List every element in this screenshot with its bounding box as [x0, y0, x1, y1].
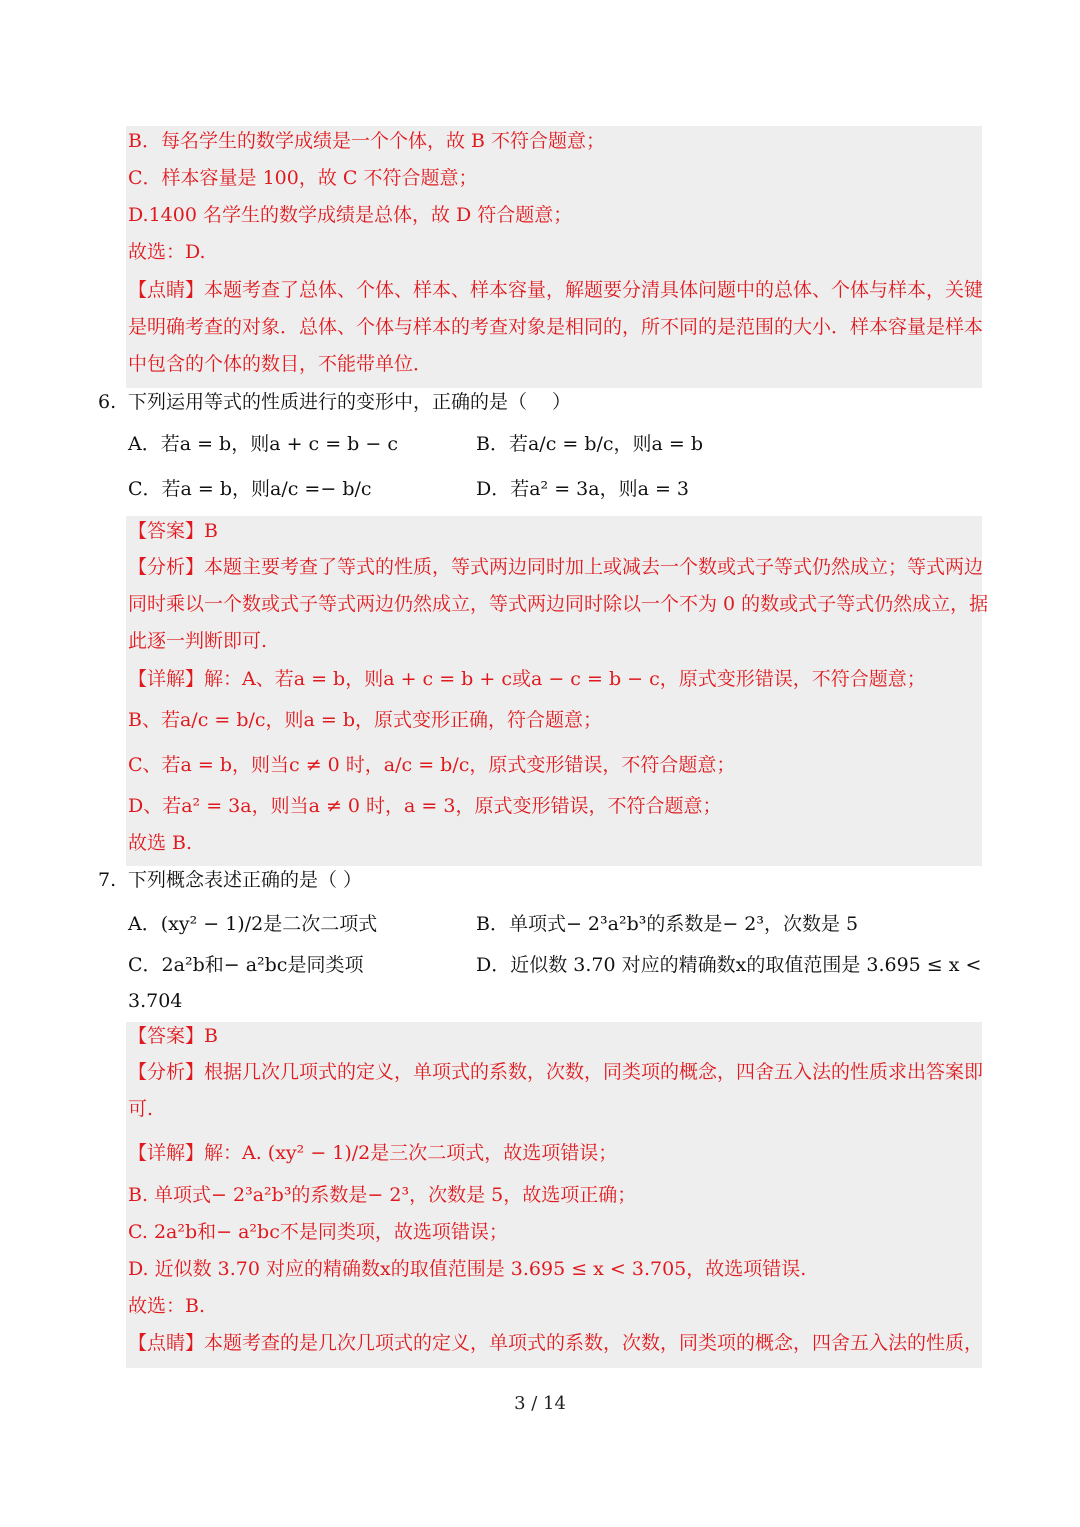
analysis-line: 【分析】本题主要考查了等式的性质，等式两边同时加上或减去一个数或式子等式仍然成立；等式两边	[128, 556, 984, 578]
option-b: B．单项式− 2³a²b³的系数是− 2³，次数是 5	[476, 913, 859, 935]
analysis-line: 此逐一判断即可.	[128, 630, 268, 652]
detail-line: C、若a = b，则当c ≠ 0 时，a/c = b/c，原式变形错误，不符合题意；	[128, 754, 736, 776]
question-stem: 下列概念表述正确的是（ ）	[128, 869, 363, 891]
detail-line: 故选 B.	[128, 832, 193, 854]
detail-line: D、若a² = 3a，则当a ≠ 0 时，a = 3，原式变形错误，不符合题意；	[128, 795, 722, 817]
detail-line: B、若a/c = b/c，则a = b，原式变形正确，符合题意；	[128, 709, 603, 731]
analysis-line: 可.	[128, 1098, 154, 1120]
option-c: C．若a = b，则a/c =− b/c	[128, 478, 372, 500]
analysis-line: 同时乘以一个数或式子等式两边仍然成立，等式两边同时除以一个不为 0 的数或式子等式仍然成立，据	[128, 593, 989, 615]
analysis-line: 【分析】根据几次几项式的定义，单项式的系数，次数，同类项的概念，四舍五入法的性质求出答案即	[128, 1061, 984, 1083]
question-number: 7.	[98, 869, 117, 891]
detail-line: B. 单项式− 2³a²b³的系数是− 2³，次数是 5，故选项正确；	[128, 1184, 637, 1206]
comment-line: 【点睛】本题考查的是几次几项式的定义，单项式的系数，次数，同类项的概念，四舍五入法的性质，	[128, 1332, 984, 1354]
comment-line: 中包含的个体的数目，不能带单位．	[128, 353, 433, 375]
option-a: A．(xy² − 1)/2是二次二项式	[128, 913, 378, 935]
question-number: 6.	[98, 391, 117, 413]
answer-line: 【答案】B	[128, 520, 218, 542]
option-a: A．若a = b，则a + c = b − c	[128, 433, 398, 455]
comment-line: 是明确考查的对象．总体、个体与样本的考查对象是相同的，所不同的是范围的大小．样本容量是样本	[128, 316, 984, 338]
option-d: D．近似数 3.70 对应的精确数x的取值范围是 3.695 ≤ x <	[476, 954, 982, 976]
option-d: D．若a² = 3a，则a = 3	[476, 478, 690, 500]
option-d-continued: 3.704	[128, 990, 183, 1012]
detail-line: 故选：B.	[128, 1295, 206, 1317]
page-number: 3 / 14	[514, 1393, 566, 1414]
option-b: B．若a/c = b/c，则a = b	[476, 433, 704, 455]
answer-line: 【答案】B	[128, 1025, 218, 1047]
solution-line: C．样本容量是 100，故 C 不符合题意；	[128, 167, 478, 189]
solution-line: B．每名学生的数学成绩是一个个体，故 B 不符合题意；	[128, 130, 606, 152]
detail-line: 【详解】解：A. (xy² − 1)/2是三次二项式，故选项错误；	[128, 1142, 618, 1164]
detail-line: C. 2a²b和− a²bc不是同类项，故选项错误；	[128, 1221, 508, 1243]
solution-line: D.1400 名学生的数学成绩是总体，故 D 符合题意；	[128, 204, 573, 226]
comment-line: 【点睛】本题考查了总体、个体、样本、样本容量，解题要分清具体问题中的总体、个体与样本，关键	[128, 279, 984, 301]
option-c: C．2a²b和− a²bc是同类项	[128, 954, 364, 976]
detail-line: D. 近似数 3.70 对应的精确数x的取值范围是 3.695 ≤ x < 3.705，故选项错误.	[128, 1258, 807, 1280]
question-stem: 下列运用等式的性质进行的变形中，正确的是（ ）	[128, 391, 572, 413]
detail-line: 【详解】解：A、若a = b，则a + c = b + c或a − c = b − c，原式变形错误，不符合题意；	[128, 668, 926, 690]
solution-line: 故选：D.	[128, 241, 206, 263]
